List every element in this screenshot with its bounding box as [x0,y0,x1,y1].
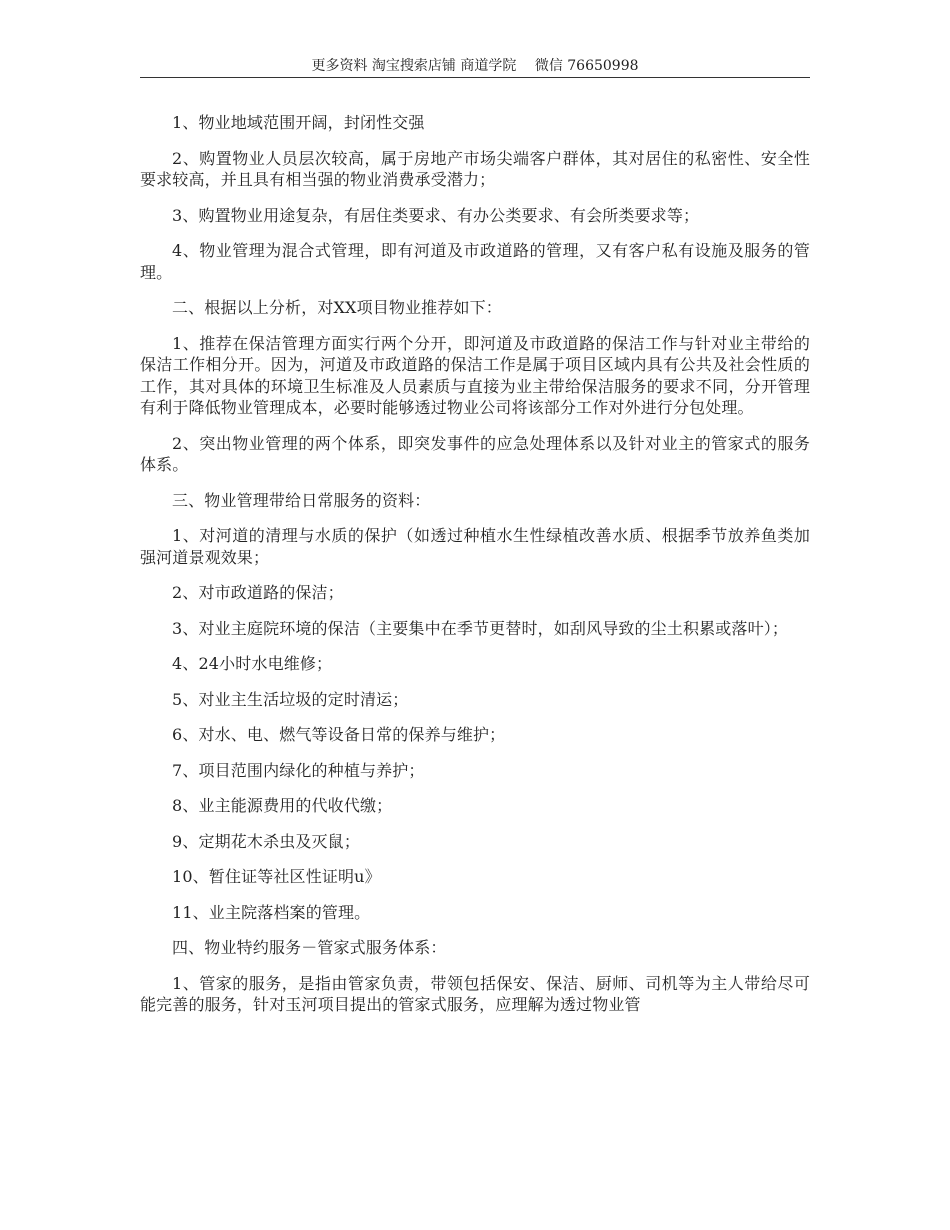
paragraph-6: 2、突出物业管理的两个体系，即突发事件的应急处理体系以及针对业主的管家式的服务体系。 [140,433,810,474]
paragraph-5: 1、推荐在保洁管理方面实行两个分开，即河道及市政道路的保洁工作与针对业主带给的保洁工作相分开。因为，河道及市政道路的保洁工作是属于项目区域内具有公共及社会性质的工作，其对具体的环境卫生标准及人员素质与直接为业主带给保洁服务的要求不同，分开管理有利于降低物业管理成本，必要时能够透过物业公司将该部分工作对外进行分包处理。 [140,333,810,417]
section-heading-2: 二、根据以上分析，对XX项目物业推荐如下： [172,298,502,317]
list-item-11: 11、业主院落档案的管理。 [172,902,371,922]
page-header: 更多资料 淘宝搜索店铺 商道学院 微信 76650998 [311,58,639,74]
list-item-4: 4、24小时水电维修； [172,654,333,673]
paragraph-3: 3、购置物业用途复杂，有居住类要求、有办公类要求、有会所类要求等； [172,205,700,225]
list-item-1: 1、对河道的清理与水质的保护（如透过种植水生性绿植改善水质、根据季节放养鱼类加强河道景观效果； [140,526,810,567]
paragraph-1: 1、物业地域范围开阔，封闭性交强 [172,113,425,132]
paragraph-4: 4、物业管理为混合式管理，即有河道及市政道路的管理，又有客户私有设施及服务的管理。 [140,241,810,282]
document-body [140,112,810,1030]
section-heading-3: 三、物业管理带给日常服务的资料： [172,490,431,510]
section-heading-4: 四、物业特约服务－管家式服务体系： [172,938,447,957]
list-item-2: 2、对市政道路的保洁； [172,583,344,602]
list-item-6: 6、对水、电、燃气等设备日常的保养与维护； [172,725,506,744]
paragraph-2: 2、购置物业人员层次较高，属于房地产市场尖端客户群体，其对居住的私密性、安全性要求较高，并且具有相当强的物业消费承受潜力； [140,148,810,189]
paragraph-7: 1、管家的服务，是指由管家负责，带领包括保安、保洁、厨师、司机等为主人带给尽可能完善的服务，针对玉河项目提出的管家式服务，应理解为透过物业管 [140,973,810,1014]
list-item-9: 9、定期花木杀虫及灭鼠； [172,831,360,851]
list-item-7: 7、项目范围内绿化的种植与养护； [172,760,425,780]
list-item-8: 8、业主能源费用的代收代缴； [172,796,393,815]
list-item-5: 5、对业主生活垃圾的定时清运； [172,689,409,709]
header-divider [140,77,810,78]
list-item-10: 10、暂住证等社区性证明u》 [172,867,381,886]
list-item-3: 3、对业主庭院环境的保洁（主要集中在季节更替时，如刮风导致的尘土积累或落叶）； [172,618,789,638]
